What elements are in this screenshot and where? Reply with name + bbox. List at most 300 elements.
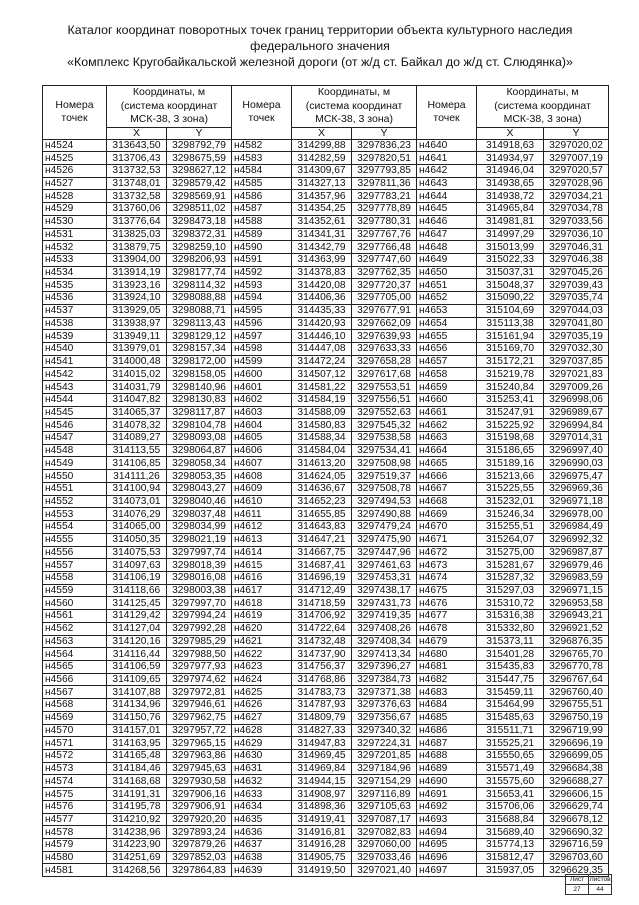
point-number: н4660 (417, 393, 477, 406)
coord-x: 314946,04 (477, 164, 544, 177)
table-row (43, 788, 609, 801)
coord-y: 3298037,48 (167, 508, 232, 521)
title-line-2: федерального значения (250, 39, 390, 53)
coord-y: 3297677,91 (352, 304, 417, 317)
coord-y: 3296767,64 (544, 673, 609, 686)
point-number: н4673 (417, 559, 477, 572)
point-number: н4533 (43, 253, 107, 266)
point-number: н4639 (232, 864, 292, 877)
coord-x: 313949,11 (107, 330, 167, 343)
coord-x: 315213,66 (477, 470, 544, 483)
coord-x: 315240,84 (477, 381, 544, 394)
coord-x: 314111,26 (107, 470, 167, 483)
point-number: н4628 (232, 724, 292, 737)
coord-y: 3297836,23 (352, 139, 417, 152)
coord-y: 3297705,00 (352, 292, 417, 305)
point-number: н4525 (43, 152, 107, 165)
coord-x: 314588,09 (292, 406, 352, 419)
table-row (43, 241, 609, 254)
point-number: н4692 (417, 800, 477, 813)
point-number: н4677 (417, 610, 477, 623)
coord-x: 313706,43 (107, 152, 167, 165)
point-number: н4696 (417, 851, 477, 864)
title-line-3: «Комплекс Кругобайкальской железной дороги (от ж/д ст. Байкал до ж/д ст. Слюдянка)» (67, 55, 573, 69)
point-number: н4616 (232, 571, 292, 584)
table-row (43, 686, 609, 699)
coord-x: 315459,11 (477, 686, 544, 699)
coord-x: 314078,32 (107, 419, 167, 432)
coord-y: 3296971,18 (544, 495, 609, 508)
table-row (43, 864, 609, 877)
coord-y: 3297994,24 (167, 610, 232, 623)
coord-y: 3297021,40 (352, 864, 417, 877)
point-number: н4555 (43, 533, 107, 546)
point-number: н4549 (43, 457, 107, 470)
coord-x: 314113,55 (107, 444, 167, 457)
point-number: н4638 (232, 851, 292, 864)
coord-x: 315113,38 (477, 317, 544, 330)
coord-x: 314918,63 (477, 139, 544, 152)
point-number: н4672 (417, 546, 477, 559)
document-title (40, 22, 600, 70)
table-row (43, 635, 609, 648)
point-number: н4653 (417, 304, 477, 317)
coord-x: 314947,83 (292, 737, 352, 750)
coord-x: 314420,08 (292, 279, 352, 292)
coord-y: 3297479,24 (352, 521, 417, 534)
coord-y: 3298018,39 (167, 559, 232, 572)
point-number: н4604 (232, 419, 292, 432)
point-number: н4581 (43, 864, 107, 877)
point-number: н4619 (232, 610, 292, 623)
point-number: н4669 (417, 508, 477, 521)
coord-y: 3297413,34 (352, 648, 417, 661)
coord-y: 3296876,35 (544, 635, 609, 648)
coord-y: 3297930,58 (167, 775, 232, 788)
header-point-numbers: Номера точек (232, 86, 292, 140)
coord-y: 3297340,32 (352, 724, 417, 737)
point-number: н4546 (43, 419, 107, 432)
point-number: н4695 (417, 839, 477, 852)
coord-y: 3297184,96 (352, 762, 417, 775)
coord-x: 315435,83 (477, 660, 544, 673)
coord-x: 315225,55 (477, 482, 544, 495)
coord-x: 314378,83 (292, 266, 352, 279)
table-row (43, 622, 609, 635)
coord-x: 314268,56 (107, 864, 167, 877)
coord-y: 3297014,31 (544, 432, 609, 445)
coord-x: 314969,45 (292, 750, 352, 763)
table-row (43, 750, 609, 763)
coord-x: 315937,05 (477, 864, 544, 877)
point-number: н4617 (232, 584, 292, 597)
coord-x: 315653,41 (477, 788, 544, 801)
table-row (43, 355, 609, 368)
coord-x: 313732,58 (107, 190, 167, 203)
table-row (43, 711, 609, 724)
coord-y: 3297972,81 (167, 686, 232, 699)
coord-y: 3296979,46 (544, 559, 609, 572)
coord-x: 314118,66 (107, 584, 167, 597)
coord-y: 3296998,06 (544, 393, 609, 406)
coord-x: 315774,13 (477, 839, 544, 852)
coord-y: 3297553,51 (352, 381, 417, 394)
coord-x: 314647,21 (292, 533, 352, 546)
coord-x: 313825,03 (107, 228, 167, 241)
table-row (43, 482, 609, 495)
coord-y: 3297545,32 (352, 419, 417, 432)
coord-x: 314065,00 (107, 521, 167, 534)
coord-x: 314908,97 (292, 788, 352, 801)
coord-x: 314157,01 (107, 724, 167, 737)
coord-x: 315246,34 (477, 508, 544, 521)
table-row (43, 152, 609, 165)
coord-y: 3298675,59 (167, 152, 232, 165)
coord-y: 3297408,34 (352, 635, 417, 648)
coord-y: 3297534,41 (352, 444, 417, 457)
coord-x: 314223,90 (107, 839, 167, 852)
table-row (43, 177, 609, 190)
table-row (43, 584, 609, 597)
point-number: н4631 (232, 762, 292, 775)
coord-y: 3297154,29 (352, 775, 417, 788)
coord-y: 3298003,38 (167, 584, 232, 597)
coord-x: 314031,79 (107, 381, 167, 394)
coord-x: 314652,23 (292, 495, 352, 508)
coordinates-table (42, 85, 609, 877)
point-number: н4637 (232, 839, 292, 852)
coord-y: 3297519,37 (352, 470, 417, 483)
coord-x: 314687,41 (292, 559, 352, 572)
point-number: н4612 (232, 521, 292, 534)
coord-x: 313938,97 (107, 317, 167, 330)
point-number: н4562 (43, 622, 107, 635)
coord-y: 3297419,35 (352, 610, 417, 623)
coord-x: 314125,45 (107, 597, 167, 610)
point-number: н4587 (232, 203, 292, 216)
point-number: н4600 (232, 368, 292, 381)
point-number: н4605 (232, 432, 292, 445)
point-number: н4626 (232, 699, 292, 712)
coord-x: 314073,01 (107, 495, 167, 508)
coord-x: 315812,47 (477, 851, 544, 864)
coord-x: 315485,63 (477, 711, 544, 724)
coord-y: 3296997,40 (544, 444, 609, 457)
coord-x: 314787,93 (292, 699, 352, 712)
point-number: н4679 (417, 635, 477, 648)
coord-x: 313776,64 (107, 215, 167, 228)
header-coordinates: Координаты, м (система координат МСК-38, 3 зона) (292, 86, 417, 128)
coord-x: 315310,72 (477, 597, 544, 610)
coord-x: 314944,15 (292, 775, 352, 788)
point-number: н4563 (43, 635, 107, 648)
header-x: X (477, 127, 544, 139)
coord-y: 3297037,85 (544, 355, 609, 368)
coord-y: 3297020,57 (544, 164, 609, 177)
coord-x: 315255,51 (477, 521, 544, 534)
coord-y: 3297893,24 (167, 826, 232, 839)
coord-x: 314420,93 (292, 317, 352, 330)
coord-x: 314097,63 (107, 559, 167, 572)
coord-y: 3296690,32 (544, 826, 609, 839)
coord-x: 314238,96 (107, 826, 167, 839)
point-number: н4633 (232, 788, 292, 801)
coord-x: 314643,83 (292, 521, 352, 534)
coord-x: 314184,46 (107, 762, 167, 775)
coord-x: 314809,79 (292, 711, 352, 724)
coord-x: 315373,11 (477, 635, 544, 648)
coord-x: 314299,88 (292, 139, 352, 152)
coord-y: 3296755,51 (544, 699, 609, 712)
coord-y: 3297224,31 (352, 737, 417, 750)
coord-y: 3297974,62 (167, 673, 232, 686)
point-number: н4545 (43, 406, 107, 419)
point-number: н4622 (232, 648, 292, 661)
coord-y: 3297035,19 (544, 330, 609, 343)
coord-y: 3296770,78 (544, 660, 609, 673)
point-number: н4620 (232, 622, 292, 635)
table-row (43, 571, 609, 584)
coord-y: 3296969,36 (544, 482, 609, 495)
coord-y: 3298129,12 (167, 330, 232, 343)
coord-x: 314150,76 (107, 711, 167, 724)
coord-x: 313979,01 (107, 343, 167, 356)
coord-x: 313904,00 (107, 253, 167, 266)
coord-y: 3298130,83 (167, 393, 232, 406)
coord-y: 3298259,10 (167, 241, 232, 254)
table-row (43, 648, 609, 661)
coord-x: 314916,81 (292, 826, 352, 839)
point-number: н4693 (417, 813, 477, 826)
point-number: н4675 (417, 584, 477, 597)
table-row (43, 826, 609, 839)
coord-x: 315186,65 (477, 444, 544, 457)
coord-x: 314309,67 (292, 164, 352, 177)
coord-y: 3297945,63 (167, 762, 232, 775)
coord-y: 3297033,56 (544, 215, 609, 228)
point-number: н4603 (232, 406, 292, 419)
point-number: н4636 (232, 826, 292, 839)
point-number: н4543 (43, 381, 107, 394)
coord-y: 3297811,36 (352, 177, 417, 190)
coord-y: 3297356,67 (352, 711, 417, 724)
coord-y: 3296750,19 (544, 711, 609, 724)
coord-x: 315401,28 (477, 648, 544, 661)
sheet-number-box (565, 874, 612, 895)
point-number: н4686 (417, 724, 477, 737)
coord-y: 3297046,38 (544, 253, 609, 266)
point-number: н4568 (43, 699, 107, 712)
coord-x: 315247,91 (477, 406, 544, 419)
coord-x: 315281,67 (477, 559, 544, 572)
coord-x: 314969,84 (292, 762, 352, 775)
coord-y: 3297041,80 (544, 317, 609, 330)
point-number: н4691 (417, 788, 477, 801)
coord-y: 3297864,83 (167, 864, 232, 877)
point-number: н4680 (417, 648, 477, 661)
point-number: н4678 (417, 622, 477, 635)
table-row (43, 444, 609, 457)
coord-y: 3297965,15 (167, 737, 232, 750)
point-number: н4657 (417, 355, 477, 368)
coord-x: 315161,94 (477, 330, 544, 343)
coord-x: 315550,65 (477, 750, 544, 763)
point-number: н4584 (232, 164, 292, 177)
table-row (43, 228, 609, 241)
coord-y: 3296760,40 (544, 686, 609, 699)
point-number: н4611 (232, 508, 292, 521)
table-row (43, 381, 609, 394)
coord-y: 3297556,51 (352, 393, 417, 406)
point-number: н4529 (43, 203, 107, 216)
point-number: н4594 (232, 292, 292, 305)
coord-x: 314636,67 (292, 482, 352, 495)
point-number: н4602 (232, 393, 292, 406)
coord-y: 3298792,79 (167, 139, 232, 152)
point-number: н4650 (417, 266, 477, 279)
coord-x: 314898,36 (292, 800, 352, 813)
point-number: н4645 (417, 203, 477, 216)
table-row (43, 203, 609, 216)
coord-x: 314116,44 (107, 648, 167, 661)
coord-x: 314050,35 (107, 533, 167, 546)
coord-y: 3297490,88 (352, 508, 417, 521)
table-row (43, 660, 609, 673)
coord-x: 314446,10 (292, 330, 352, 343)
coord-y: 3297453,31 (352, 571, 417, 584)
point-number: н4624 (232, 673, 292, 686)
table-row (43, 164, 609, 177)
coord-y: 3298627,12 (167, 164, 232, 177)
coord-y: 3296992,32 (544, 533, 609, 546)
point-number: н4601 (232, 381, 292, 394)
coord-y: 3296765,70 (544, 648, 609, 661)
point-number: н4681 (417, 660, 477, 673)
coord-y: 3297977,93 (167, 660, 232, 673)
table-row (43, 190, 609, 203)
point-number: н4570 (43, 724, 107, 737)
table-row (43, 253, 609, 266)
coord-y: 3296921,52 (544, 622, 609, 635)
coord-y: 3298158,05 (167, 368, 232, 381)
point-number: н4578 (43, 826, 107, 839)
coord-x: 314065,37 (107, 406, 167, 419)
point-number: н4552 (43, 495, 107, 508)
point-number: н4652 (417, 292, 477, 305)
coord-y: 3297035,74 (544, 292, 609, 305)
coord-y: 3296629,74 (544, 800, 609, 813)
point-number: н4632 (232, 775, 292, 788)
coord-x: 314916,28 (292, 839, 352, 852)
coord-y: 3297820,51 (352, 152, 417, 165)
coord-x: 315264,07 (477, 533, 544, 546)
point-number: н4556 (43, 546, 107, 559)
coord-x: 315090,22 (477, 292, 544, 305)
coord-x: 315689,40 (477, 826, 544, 839)
coord-y: 3297036,10 (544, 228, 609, 241)
point-number: н4579 (43, 839, 107, 852)
point-number: н4588 (232, 215, 292, 228)
coord-x: 314282,59 (292, 152, 352, 165)
point-number: н4668 (417, 495, 477, 508)
point-number: н4623 (232, 660, 292, 673)
coord-y: 3297720,37 (352, 279, 417, 292)
coord-x: 315688,84 (477, 813, 544, 826)
table-row (43, 406, 609, 419)
coord-x: 314435,33 (292, 304, 352, 317)
coord-y: 3296703,60 (544, 851, 609, 864)
coord-y: 3297116,89 (352, 788, 417, 801)
coord-x: 315048,37 (477, 279, 544, 292)
coord-y: 3298034,99 (167, 521, 232, 534)
coord-x: 314107,88 (107, 686, 167, 699)
point-number: н4535 (43, 279, 107, 292)
coord-x: 315172,21 (477, 355, 544, 368)
point-number: н4592 (232, 266, 292, 279)
coord-x: 315525,21 (477, 737, 544, 750)
coord-x: 314934,97 (477, 152, 544, 165)
point-number: н4642 (417, 164, 477, 177)
point-number: н4569 (43, 711, 107, 724)
table-row (43, 839, 609, 852)
sheets-total-label: Листов (589, 876, 611, 883)
coord-x: 314015,02 (107, 368, 167, 381)
coord-x: 313732,53 (107, 164, 167, 177)
point-number: н4671 (417, 533, 477, 546)
point-number: н4548 (43, 444, 107, 457)
coord-y: 3297879,26 (167, 839, 232, 852)
coord-y: 3296606,15 (544, 788, 609, 801)
table-row (43, 813, 609, 826)
coord-x: 315447,75 (477, 673, 544, 686)
coord-y: 3297033,46 (352, 851, 417, 864)
table-row (43, 215, 609, 228)
coord-y: 3297766,48 (352, 241, 417, 254)
coord-y: 3297552,63 (352, 406, 417, 419)
coord-x: 315287,32 (477, 571, 544, 584)
coord-y: 3298569,91 (167, 190, 232, 203)
point-number: н4627 (232, 711, 292, 724)
coord-y: 3296990,03 (544, 457, 609, 470)
coord-y: 3298053,35 (167, 470, 232, 483)
coordinates-table-body (43, 139, 609, 877)
coord-y: 3297997,74 (167, 546, 232, 559)
coord-y: 3297438,17 (352, 584, 417, 597)
coord-x: 314076,29 (107, 508, 167, 521)
point-number: н4689 (417, 762, 477, 775)
coord-x: 314352,61 (292, 215, 352, 228)
coord-x: 314655,85 (292, 508, 352, 521)
point-number: н4697 (417, 864, 477, 877)
point-number: н4667 (417, 482, 477, 495)
coord-y: 3298140,96 (167, 381, 232, 394)
point-number: н4573 (43, 762, 107, 775)
coord-y: 3296994,84 (544, 419, 609, 432)
coord-x: 315275,00 (477, 546, 544, 559)
point-number: н4665 (417, 457, 477, 470)
coord-x: 314580,83 (292, 419, 352, 432)
coord-y: 3297783,21 (352, 190, 417, 203)
point-number: н4656 (417, 343, 477, 356)
coord-x: 314737,90 (292, 648, 352, 661)
title-line-1: Каталог координат поворотных точек границ территории объекта культурного наследия (67, 23, 573, 37)
coord-y: 3297906,16 (167, 788, 232, 801)
coord-x: 315571,49 (477, 762, 544, 775)
coord-x: 315253,41 (477, 393, 544, 406)
coord-y: 3297044,03 (544, 304, 609, 317)
point-number: н4567 (43, 686, 107, 699)
coord-x: 315511,71 (477, 724, 544, 737)
